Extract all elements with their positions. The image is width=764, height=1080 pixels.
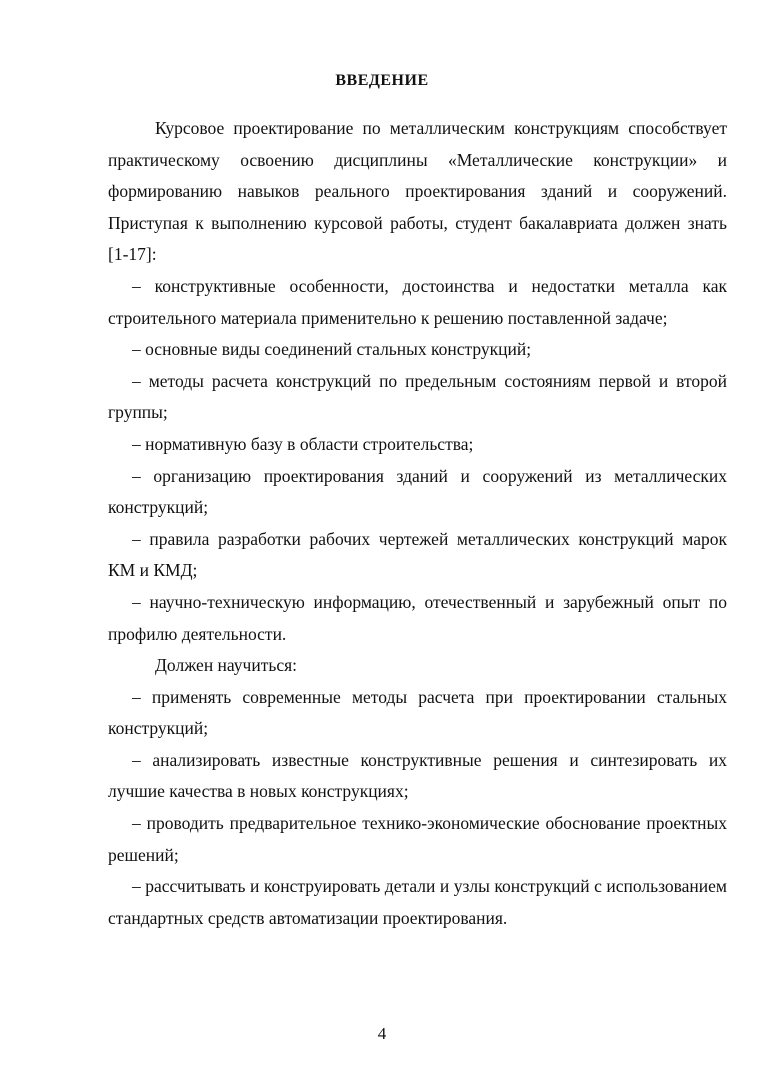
list-item-know-2: – основные виды соединений стальных конструкций; xyxy=(132,339,532,360)
list-item-learn-3: – проводить предварительное технико-экономические обоснование проектных решений; xyxy=(108,813,727,865)
page-number: 4 xyxy=(377,1024,387,1043)
list-item-learn-4: – рассчитывать и конструировать детали и узлы конструкций с использованием стандартных средств автоматизации проектирования. xyxy=(108,876,727,928)
section-title: ВВЕДЕНИЕ xyxy=(335,72,429,89)
body-text xyxy=(108,113,727,934)
list-item-learn-2: – анализировать известные конструктивные решения и синтезировать их лучшие качества в новых конструкциях; xyxy=(108,749,727,802)
list-item-know-1: – конструктивные особенности, достоинства и недостатки металла как строительного материала применительно к решению поставленной задаче; xyxy=(108,275,727,328)
list-item-know-6: – правила разработки рабочих чертежей металлических конструкций марок КМ и КМД; xyxy=(108,528,727,581)
intro-paragraph: Курсовое проектирование по металлическим конструкциям способствует практическому освоению дисциплины «Металлические конструкции» и формированию навыков реального проектирования зданий и сооружений. Приступая к выполнению курсовой работы, студент бакалавриата должен знать [1-17]: xyxy=(108,118,727,265)
learn-heading: Должен научиться: xyxy=(155,655,298,676)
list-item-know-7: – научно-техническую информацию, отечественный и зарубежный опыт по профилю деятельности. xyxy=(108,591,727,644)
list-item-learn-1: – применять современные методы расчета при проектировании стальных конструкций; xyxy=(108,686,727,739)
list-item-know-4: – нормативную базу в области строительства; xyxy=(132,433,474,454)
list-item-know-3: – методы расчета конструкций по предельным состояниям первой и второй группы; xyxy=(108,370,727,423)
list-item-know-5: – организацию проектирования зданий и сооружений из металлических конструкций; xyxy=(108,465,727,518)
